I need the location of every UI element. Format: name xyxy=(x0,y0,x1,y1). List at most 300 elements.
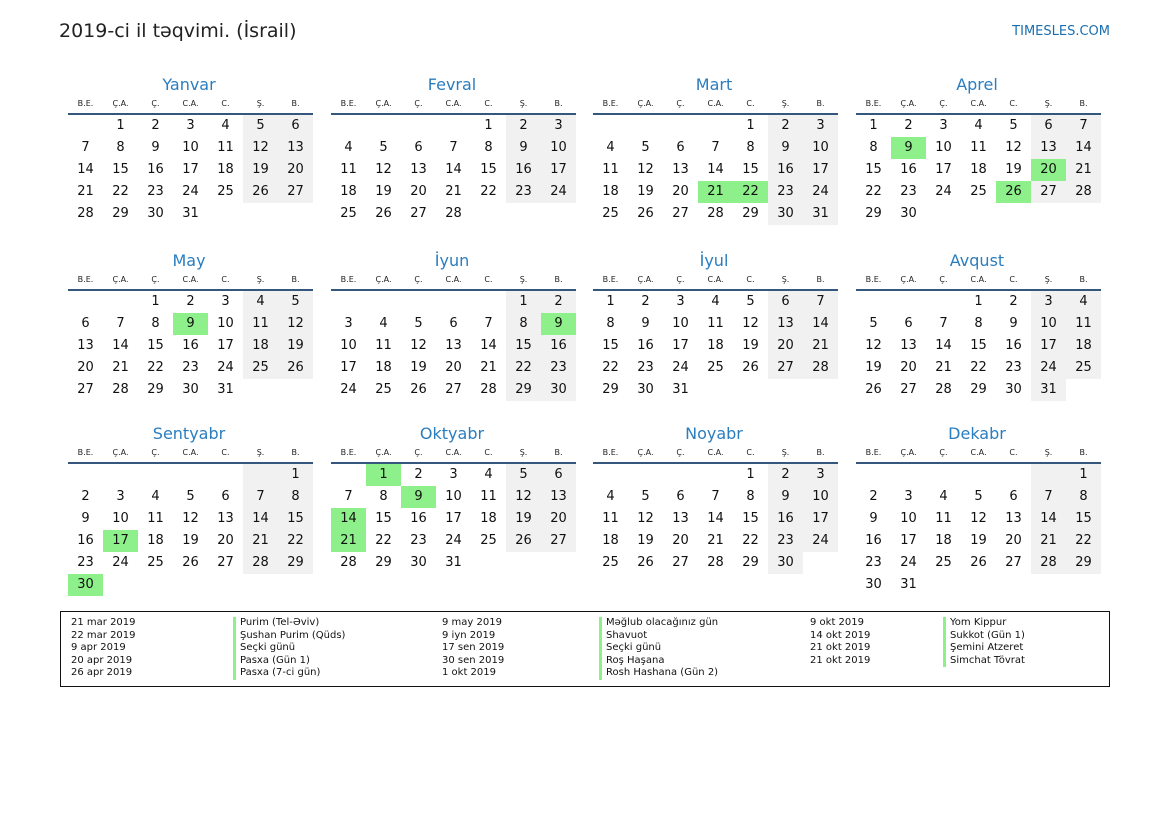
day-cell: 22 xyxy=(506,357,541,379)
day-cell: 28 xyxy=(1031,552,1066,574)
day-cell: 12 xyxy=(375,162,392,177)
day-cell: 5 xyxy=(974,489,983,504)
day-cell: 29 xyxy=(147,382,164,397)
week-row xyxy=(68,530,313,552)
day-cell: 19 xyxy=(1005,162,1022,177)
day-cell: 3 xyxy=(676,294,685,309)
day-cell: 20 xyxy=(541,508,576,530)
day-cell: 8 xyxy=(746,140,755,155)
holiday-names-col-1 xyxy=(233,617,345,680)
day-cell: 5 xyxy=(506,464,541,486)
holiday-name: Məğlub olacağınız gün xyxy=(599,617,718,630)
day-cell: 6 xyxy=(541,464,576,486)
week-row xyxy=(856,313,1101,335)
day-cell: 13 xyxy=(768,313,803,335)
holiday-date: 21 okt 2019 xyxy=(810,654,871,666)
day-cell: 18 xyxy=(243,335,278,357)
weekday-label: Ç. xyxy=(414,99,423,108)
day-cell: 28 xyxy=(707,206,724,221)
weekday-label: B.E. xyxy=(77,448,94,457)
week-row xyxy=(593,115,838,137)
day-cell: 23 xyxy=(865,555,882,570)
weekday-header xyxy=(593,446,838,464)
day-cell: 7 xyxy=(344,489,353,504)
holiday-date: 30 sen 2019 xyxy=(442,654,505,666)
day-cell: 10 xyxy=(182,140,199,155)
day-cell: 21 xyxy=(707,533,724,548)
week-row xyxy=(68,357,313,379)
day-cell: 30 xyxy=(182,382,199,397)
day-cell: 23 xyxy=(541,357,576,379)
weekday-label: Ç.A. xyxy=(900,99,917,108)
day-cell: 16 xyxy=(147,162,164,177)
day-cell: 5 xyxy=(641,489,650,504)
weekday-label: Ç. xyxy=(939,99,948,108)
day-cell: 6 xyxy=(1009,489,1018,504)
day-cell: 24 xyxy=(541,181,576,203)
page-title: 2019-ci il təqvimi. (İsrail) xyxy=(59,20,297,42)
day-cell: 18 xyxy=(707,338,724,353)
day-cell: 24 xyxy=(182,184,199,199)
day-cell: 25 xyxy=(602,206,619,221)
day-cell: 7 xyxy=(243,486,278,508)
day-empty xyxy=(698,115,733,137)
day-empty xyxy=(173,464,208,486)
day-cell: 10 xyxy=(900,511,917,526)
day-cell: 29 xyxy=(742,206,759,221)
holiday-name: Pasxa (7-ci gün) xyxy=(233,667,345,680)
day-cell: 29 xyxy=(742,555,759,570)
day-cell: 31 xyxy=(217,382,234,397)
day-cell: 11 xyxy=(602,162,619,177)
day-cell: 6 xyxy=(414,140,423,155)
day-cell: 20 xyxy=(900,360,917,375)
day-cell: 6 xyxy=(449,316,458,331)
day-cell: 30 xyxy=(1005,382,1022,397)
day-cell: 21 xyxy=(77,184,94,199)
day-cell: 29 xyxy=(112,206,129,221)
day-empty xyxy=(208,464,243,486)
day-empty xyxy=(243,203,278,225)
day-cell: 14 xyxy=(935,338,952,353)
day-empty xyxy=(996,203,1031,225)
week-row xyxy=(593,508,838,530)
day-cell: 13 xyxy=(410,162,427,177)
weekday-label: Ş. xyxy=(781,99,790,108)
day-cell: 25 xyxy=(935,555,952,570)
day-cell: 30 xyxy=(768,203,803,225)
day-cell: 1 xyxy=(278,464,313,486)
day-cell: 14 xyxy=(803,313,838,335)
day-cell: 8 xyxy=(278,486,313,508)
week-row xyxy=(593,181,838,203)
day-cell: 21 xyxy=(112,360,129,375)
day-cell: 14 xyxy=(707,162,724,177)
day-cell: 17 xyxy=(445,511,462,526)
day-cell: 10 xyxy=(541,137,576,159)
day-cell: 25 xyxy=(217,184,234,199)
day-cell: 11 xyxy=(602,511,619,526)
day-cell: 17 xyxy=(803,159,838,181)
weekday-label: B. xyxy=(1079,99,1088,108)
day-cell: 19 xyxy=(865,360,882,375)
site-link[interactable]: TIMESLES.COM xyxy=(1012,24,1110,39)
week-row xyxy=(856,552,1101,574)
holiday-date: 22 mar 2019 xyxy=(71,629,136,641)
day-cell: 27 xyxy=(672,555,689,570)
month-2 xyxy=(593,73,838,225)
day-cell: 23 xyxy=(1005,360,1022,375)
day-cell: 8 xyxy=(974,316,983,331)
day-cell: 19 xyxy=(506,508,541,530)
day-cell: 26 xyxy=(506,530,541,552)
day-empty xyxy=(1066,574,1101,596)
day-cell: 4 xyxy=(974,118,983,133)
holiday-dates-col-2 xyxy=(442,617,504,680)
week-row xyxy=(331,486,576,508)
day-cell-holiday: 9 xyxy=(401,486,436,508)
month-9 xyxy=(331,422,576,574)
weekday-label: Ç.A. xyxy=(900,275,917,284)
week-row xyxy=(593,357,838,379)
weekday-label: Ç. xyxy=(414,448,423,457)
day-cell: 22 xyxy=(865,184,882,199)
day-cell: 8 xyxy=(746,489,755,504)
day-cell: 28 xyxy=(340,555,357,570)
day-cell: 13 xyxy=(278,137,313,159)
day-cell: 17 xyxy=(1031,335,1066,357)
day-cell: 19 xyxy=(637,184,654,199)
day-cell: 4 xyxy=(221,118,230,133)
week-row xyxy=(68,508,313,530)
day-empty xyxy=(768,379,803,401)
day-cell-holiday: 9 xyxy=(173,313,208,335)
weekday-label: Ç.A. xyxy=(375,275,392,284)
day-cell: 24 xyxy=(1031,357,1066,379)
day-cell: 11 xyxy=(375,338,392,353)
day-cell: 8 xyxy=(506,313,541,335)
day-cell: 2 xyxy=(186,294,195,309)
day-empty xyxy=(138,574,173,596)
day-cell: 6 xyxy=(221,489,230,504)
day-cell: 10 xyxy=(935,140,952,155)
weekday-label: Ş. xyxy=(519,448,528,457)
day-empty xyxy=(243,464,278,486)
day-empty xyxy=(628,115,663,137)
day-cell: 11 xyxy=(340,162,357,177)
day-cell: 20 xyxy=(768,335,803,357)
holiday-date: 9 apr 2019 xyxy=(71,642,126,654)
weekday-label: C.A. xyxy=(970,99,987,108)
day-cell: 15 xyxy=(506,335,541,357)
weekday-header xyxy=(593,273,838,291)
day-empty xyxy=(1031,203,1066,225)
day-cell: 16 xyxy=(900,162,917,177)
week-row xyxy=(593,313,838,335)
day-cell: 16 xyxy=(410,511,427,526)
day-cell: 10 xyxy=(217,316,234,331)
day-cell: 19 xyxy=(742,338,759,353)
day-cell: 19 xyxy=(410,360,427,375)
day-cell: 23 xyxy=(768,530,803,552)
day-cell: 20 xyxy=(410,184,427,199)
day-cell: 25 xyxy=(243,357,278,379)
day-cell: 18 xyxy=(1066,335,1101,357)
day-cell: 4 xyxy=(151,489,160,504)
day-cell: 9 xyxy=(1009,316,1018,331)
day-cell: 2 xyxy=(904,118,913,133)
day-cell: 12 xyxy=(278,313,313,335)
holiday-name: Purim (Tel-Əviv) xyxy=(233,617,345,630)
week-row xyxy=(68,203,313,225)
month-3 xyxy=(856,73,1101,225)
day-cell: 1 xyxy=(506,291,541,313)
holiday-date: 14 okt 2019 xyxy=(810,629,871,641)
weekday-header xyxy=(331,273,576,291)
day-cell: 2 xyxy=(506,115,541,137)
week-row xyxy=(68,115,313,137)
day-empty xyxy=(803,552,838,574)
day-cell: 13 xyxy=(900,338,917,353)
day-empty xyxy=(1066,379,1101,401)
day-empty xyxy=(803,379,838,401)
week-row xyxy=(331,379,576,401)
day-empty xyxy=(1031,464,1066,486)
day-cell: 10 xyxy=(340,338,357,353)
day-cell: 14 xyxy=(1031,508,1066,530)
weekday-header xyxy=(331,97,576,115)
weekday-label: B. xyxy=(816,99,825,108)
month-name: Sentyabr xyxy=(152,424,226,443)
day-cell: 1 xyxy=(484,118,493,133)
day-cell-holiday: 22 xyxy=(733,181,768,203)
day-cell: 6 xyxy=(904,316,913,331)
day-cell: 7 xyxy=(803,291,838,313)
day-cell: 29 xyxy=(506,379,541,401)
day-cell: 27 xyxy=(445,382,462,397)
day-cell: 27 xyxy=(672,206,689,221)
day-cell: 15 xyxy=(602,338,619,353)
day-cell: 30 xyxy=(768,552,803,574)
weekday-label: C. xyxy=(1009,275,1018,284)
weekday-label: Ç.A. xyxy=(112,99,129,108)
weekday-label: C.A. xyxy=(182,99,199,108)
day-cell: 15 xyxy=(375,511,392,526)
day-cell: 5 xyxy=(746,294,755,309)
day-cell: 11 xyxy=(707,316,724,331)
month-6 xyxy=(593,249,838,401)
day-cell: 3 xyxy=(904,489,913,504)
weekday-label: B. xyxy=(1079,448,1088,457)
week-row xyxy=(331,115,576,137)
day-cell: 2 xyxy=(151,118,160,133)
day-cell: 4 xyxy=(379,316,388,331)
day-cell-holiday: 26 xyxy=(996,181,1031,203)
day-cell: 21 xyxy=(1066,159,1101,181)
day-empty xyxy=(698,464,733,486)
day-cell: 18 xyxy=(147,533,164,548)
week-row xyxy=(856,464,1101,486)
day-cell: 7 xyxy=(449,140,458,155)
day-cell-holiday: 20 xyxy=(1031,159,1066,181)
day-cell: 1 xyxy=(746,467,755,482)
week-row xyxy=(331,181,576,203)
day-empty xyxy=(436,115,471,137)
week-row xyxy=(68,159,313,181)
day-cell: 11 xyxy=(243,313,278,335)
day-cell: 26 xyxy=(182,555,199,570)
day-cell: 7 xyxy=(1066,115,1101,137)
day-cell: 25 xyxy=(707,360,724,375)
holiday-name: Roş Haşana xyxy=(599,655,718,668)
weekday-label: C.A. xyxy=(970,275,987,284)
day-cell: 12 xyxy=(970,511,987,526)
holiday-name: Şushan Purim (Qüds) xyxy=(233,630,345,643)
weekday-label: B. xyxy=(554,448,563,457)
day-cell: 22 xyxy=(375,533,392,548)
weekday-label: B.E. xyxy=(865,448,882,457)
weekday-label: Ç.A. xyxy=(900,448,917,457)
weekday-label: C.A. xyxy=(182,275,199,284)
weekday-label: B. xyxy=(291,99,300,108)
day-cell: 10 xyxy=(803,137,838,159)
day-cell: 8 xyxy=(379,489,388,504)
month-name: Yanvar xyxy=(162,75,216,94)
day-cell: 21 xyxy=(480,360,497,375)
day-empty xyxy=(506,552,541,574)
day-cell: 6 xyxy=(1031,115,1066,137)
week-row xyxy=(331,357,576,379)
day-empty xyxy=(628,464,663,486)
day-cell: 26 xyxy=(243,181,278,203)
day-cell: 22 xyxy=(112,184,129,199)
day-cell: 7 xyxy=(81,140,90,155)
holiday-date: 21 okt 2019 xyxy=(810,642,871,654)
day-cell: 3 xyxy=(939,118,948,133)
day-cell-holiday: 14 xyxy=(331,508,366,530)
day-cell: 4 xyxy=(939,489,948,504)
month-name: İyun xyxy=(434,251,470,270)
holiday-date: 21 mar 2019 xyxy=(71,617,136,628)
month-4 xyxy=(68,249,313,401)
day-empty xyxy=(208,574,243,596)
day-cell: 26 xyxy=(865,382,882,397)
day-cell: 13 xyxy=(672,162,689,177)
day-cell: 10 xyxy=(672,316,689,331)
day-cell: 23 xyxy=(768,181,803,203)
weekday-label: C. xyxy=(221,448,230,457)
day-cell-holiday: 21 xyxy=(331,530,366,552)
day-cell: 8 xyxy=(606,316,615,331)
month-10 xyxy=(593,422,838,574)
weekday-label: Ç.A. xyxy=(375,448,392,457)
day-empty xyxy=(471,552,506,574)
day-cell: 23 xyxy=(506,181,541,203)
weekday-label: Ç. xyxy=(151,99,160,108)
day-cell: 23 xyxy=(410,533,427,548)
day-cell: 19 xyxy=(278,335,313,357)
day-cell: 24 xyxy=(803,530,838,552)
week-row xyxy=(593,203,838,225)
month-11 xyxy=(856,422,1101,596)
day-cell: 20 xyxy=(217,533,234,548)
day-cell: 18 xyxy=(340,184,357,199)
month-1 xyxy=(331,73,576,225)
day-cell: 5 xyxy=(1009,118,1018,133)
week-row xyxy=(593,464,838,486)
weekday-label: C.A. xyxy=(707,275,724,284)
week-row xyxy=(68,574,313,596)
day-cell: 28 xyxy=(445,206,462,221)
weekday-label: C. xyxy=(484,448,493,457)
holiday-names-col-3 xyxy=(943,617,1025,667)
day-cell: 18 xyxy=(217,162,234,177)
day-cell-holiday: 21 xyxy=(698,181,733,203)
holiday-name: Seçki günü xyxy=(599,642,718,655)
holiday-name: Seçki günü xyxy=(233,642,345,655)
day-cell: 24 xyxy=(672,360,689,375)
day-empty xyxy=(278,379,313,401)
week-row xyxy=(856,115,1101,137)
week-row xyxy=(593,335,838,357)
day-cell: 5 xyxy=(414,316,423,331)
day-cell: 1 xyxy=(116,118,125,133)
day-cell: 14 xyxy=(707,511,724,526)
weekday-label: Ş. xyxy=(1044,448,1053,457)
day-cell: 14 xyxy=(480,338,497,353)
day-cell: 1 xyxy=(974,294,983,309)
day-cell: 3 xyxy=(803,115,838,137)
week-row xyxy=(331,137,576,159)
day-cell: 27 xyxy=(1031,181,1066,203)
weekday-label: Ç. xyxy=(939,275,948,284)
week-row xyxy=(331,159,576,181)
day-cell: 15 xyxy=(970,338,987,353)
weekday-label: Ç.A. xyxy=(637,99,654,108)
holiday-date: 9 may 2019 xyxy=(442,617,502,628)
day-cell: 27 xyxy=(900,382,917,397)
week-row xyxy=(331,291,576,313)
week-row xyxy=(856,137,1101,159)
weekday-label: Ş. xyxy=(519,275,528,284)
day-cell: 4 xyxy=(606,140,615,155)
day-cell: 22 xyxy=(602,360,619,375)
day-cell-holiday: 17 xyxy=(103,530,138,552)
weekday-label: B. xyxy=(291,448,300,457)
week-row xyxy=(593,486,838,508)
day-empty xyxy=(331,115,366,137)
day-cell: 3 xyxy=(221,294,230,309)
day-cell: 24 xyxy=(935,184,952,199)
day-cell: 2 xyxy=(768,464,803,486)
day-empty xyxy=(278,574,313,596)
day-cell: 16 xyxy=(77,533,94,548)
week-row xyxy=(593,379,838,401)
day-cell: 8 xyxy=(151,316,160,331)
day-empty xyxy=(208,203,243,225)
day-empty xyxy=(926,464,961,486)
weekday-header xyxy=(68,446,313,464)
day-cell: 12 xyxy=(506,486,541,508)
day-cell: 15 xyxy=(1066,508,1101,530)
week-row xyxy=(68,379,313,401)
day-cell: 25 xyxy=(147,555,164,570)
month-name: Avqust xyxy=(949,251,1005,270)
day-cell: 3 xyxy=(803,464,838,486)
day-cell: 25 xyxy=(480,533,497,548)
day-cell: 9 xyxy=(768,137,803,159)
weekday-label: B. xyxy=(816,448,825,457)
